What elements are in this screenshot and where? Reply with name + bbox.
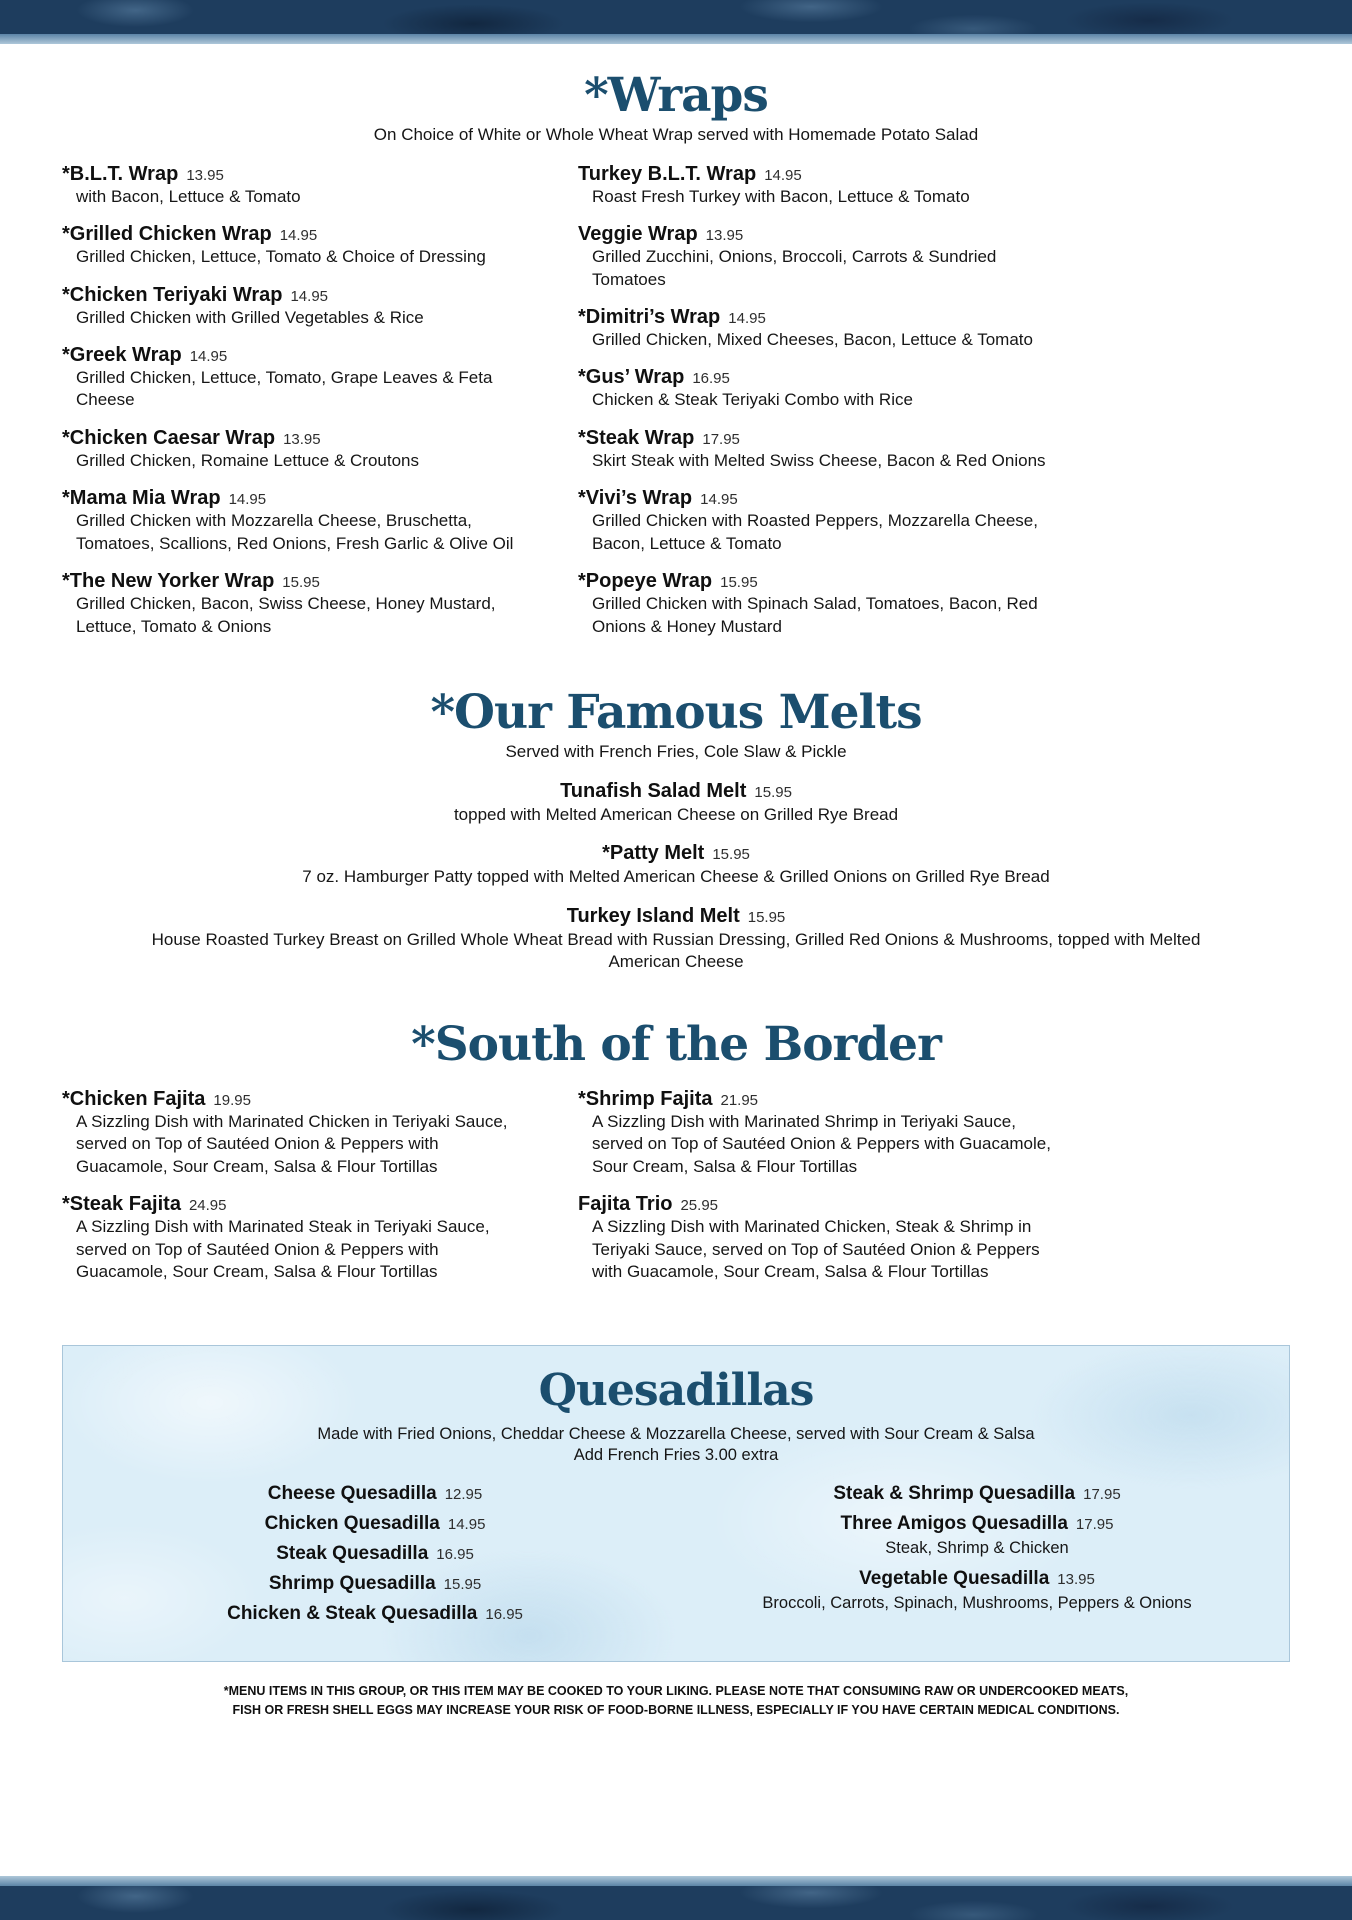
top-decorative-band — [0, 0, 1352, 34]
item-description: with Bacon, Lettuce & Tomato — [76, 186, 301, 206]
wraps-columns — [0, 163, 1352, 653]
item-description: Roast Fresh Turkey with Bacon, Lettuce & Tomato — [592, 186, 970, 206]
menu-item — [62, 1088, 542, 1178]
menu-item — [578, 487, 1290, 555]
item-name: *Grilled Chicken Wrap — [62, 223, 272, 246]
wraps-subtitle: On Choice of White or Whole Wheat Wrap served with Homemade Potato Salad — [373, 124, 979, 144]
menu-item — [89, 1603, 661, 1625]
item-price: 15.95 — [443, 1575, 482, 1593]
item-price: 13.95 — [1057, 1570, 1095, 1588]
item-name: *Dimitri’s Wrap — [578, 305, 721, 328]
item-description: Grilled Chicken, Romaine Lettuce & Croutons — [76, 450, 419, 470]
item-price: 14.95 — [728, 309, 766, 327]
item-name: *Chicken Fajita — [62, 1088, 206, 1110]
menu-item — [691, 1513, 1263, 1560]
item-description: Grilled Chicken, Lettuce, Tomato & Choice of Dressing — [76, 247, 486, 267]
item-description: Grilled Zucchini, Onions, Broccoli, Carrots & Sundried Tomatoes — [592, 247, 997, 289]
disclaimer-line-2: FISH OR FRESH SHELL EGGS MAY INCREASE YOUR RISK OF FOOD-BORNE ILLNESS, ESPECIALLY IF YOU HAVE CERTAIN MEDICAL CONDITIONS. — [232, 1702, 1120, 1717]
item-price: 14.95 — [290, 287, 329, 305]
disclaimer-line-1: *MENU ITEMS IN THIS GROUP, OR THIS ITEM MAY BE COOKED TO YOUR LIKING. PLEASE NOTE THAT CONSUMING RAW OR UNDERCOOKED MEATS, — [223, 1683, 1129, 1698]
item-name: Vegetable Quesadilla — [859, 1567, 1050, 1589]
item-description: Grilled Chicken, Bacon, Swiss Cheese, Honey Mustard, Lettuce, Tomato & Onions — [76, 594, 496, 636]
item-name: *Patty Melt — [602, 842, 705, 865]
menu-item — [62, 344, 542, 412]
item-description: Grilled Chicken with Mozzarella Cheese, Bruschetta, Tomatoes, Scallions, Red Onions, Fresh Garlic & Olive Oil — [76, 511, 514, 553]
south-of-the-border-section — [0, 1019, 1352, 1298]
quesadillas-box — [62, 1345, 1290, 1662]
item-description: Broccoli, Carrots, Spinach, Mushrooms, Peppers & Onions — [762, 1593, 1192, 1612]
item-price: 15.95 — [712, 846, 750, 864]
item-name: *Gus’ Wrap — [578, 366, 685, 389]
quesadillas-columns — [89, 1483, 1263, 1633]
item-description: A Sizzling Dish with Marinated Shrimp in Teriyaki Sauce, served on Top of Sautéed Onion & Peppers with Guacamole, Sour Cream, Salsa & Flour Tortillas — [592, 1112, 1051, 1176]
menu-item — [578, 366, 1290, 411]
item-price: 12.95 — [444, 1485, 483, 1503]
menu-item — [0, 842, 1352, 888]
item-price: 15.95 — [720, 574, 758, 592]
menu-item — [62, 284, 542, 329]
menu-item — [62, 570, 542, 638]
quesadillas-subtitle: Made with Fried Onions, Cheddar Cheese & Mozzarella Cheese, served with Sour Cream & Salsa — [317, 1424, 1035, 1443]
item-name: Cheese Quesadilla — [267, 1482, 437, 1504]
menu-item — [578, 163, 1290, 208]
item-name: Turkey Island Melt — [566, 904, 740, 927]
item-name: Veggie Wrap — [578, 223, 698, 246]
menu-item — [89, 1573, 661, 1595]
menu-item — [578, 306, 1290, 351]
item-name: *Chicken Caesar Wrap — [62, 426, 276, 449]
melts-section — [0, 687, 1352, 973]
item-description: Steak, Shrimp & Chicken — [885, 1538, 1069, 1557]
item-name: *Mama Mia Wrap — [62, 487, 221, 510]
menu-item — [578, 1088, 1290, 1178]
item-name: Chicken & Steak Quesadilla — [227, 1602, 478, 1624]
quesadillas-right-column — [691, 1483, 1263, 1633]
item-price: 17.95 — [702, 430, 740, 448]
item-name: *B.L.T. Wrap — [62, 162, 179, 185]
item-description: A Sizzling Dish with Marinated Chicken in Teriyaki Sauce, served on Top of Sautéed Onion & Peppers with Guacamole, Sour Cream, Salsa & Flour Tortillas — [76, 1112, 508, 1176]
item-price: 21.95 — [720, 1092, 759, 1109]
menu-item — [578, 223, 1290, 291]
item-description: Skirt Steak with Melted Swiss Cheese, Bacon & Red Onions — [592, 450, 1046, 470]
item-description: Grilled Chicken with Roasted Peppers, Mozzarella Cheese, Bacon, Lettuce & Tomato — [592, 511, 1038, 553]
menu-item — [578, 570, 1290, 638]
item-name: *Greek Wrap — [62, 343, 182, 366]
border-right-column — [578, 1088, 1290, 1299]
item-description: Chicken & Steak Teriyaki Combo with Rice — [592, 390, 913, 410]
item-name: *Vivi’s Wrap — [578, 487, 693, 510]
wraps-title: *Wraps — [584, 68, 768, 123]
quesadillas-title: Quesadillas — [538, 1364, 814, 1416]
item-name: Shrimp Quesadilla — [268, 1572, 436, 1594]
item-description: A Sizzling Dish with Marinated Chicken, Steak & Shrimp in Teriyaki Sauce, served on Top of Sautéed Onion & Peppers with Guacamole, Sour Cream, Salsa & Flour Tortillas — [592, 1217, 1040, 1282]
bottom-band-edge — [0, 1876, 1352, 1886]
item-price: 15.95 — [754, 783, 792, 801]
bottom-decorative-band — [0, 1886, 1352, 1920]
menu-item — [0, 905, 1352, 974]
menu-item — [62, 427, 542, 472]
item-name: *Popeye Wrap — [578, 570, 713, 593]
item-price: 14.95 — [764, 166, 802, 184]
item-name: Steak Quesadilla — [276, 1542, 429, 1564]
item-price: 19.95 — [213, 1092, 251, 1109]
menu-item — [691, 1568, 1263, 1615]
menu-item — [89, 1543, 661, 1565]
item-description: Grilled Chicken with Spinach Salad, Tomatoes, Bacon, Red Onions & Honey Mustard — [592, 594, 1038, 636]
menu-item — [691, 1483, 1263, 1505]
item-description: topped with Melted American Cheese on Grilled Rye Bread — [453, 804, 899, 824]
item-price: 16.95 — [485, 1605, 523, 1623]
item-name: Turkey B.L.T. Wrap — [578, 162, 757, 185]
item-description: Grilled Chicken with Grilled Vegetables & Rice — [76, 307, 424, 327]
wraps-right-column — [578, 163, 1290, 653]
item-price: 17.95 — [1075, 1515, 1114, 1533]
disclaimer — [150, 1682, 1202, 1720]
item-description: 7 oz. Hamburger Patty topped with Melted American Cheese & Grilled Onions on Grilled Rye Bread — [302, 867, 1050, 887]
wraps-section — [0, 70, 1352, 653]
border-columns — [0, 1088, 1352, 1299]
item-price: 14.95 — [700, 491, 738, 509]
menu-item — [62, 163, 542, 208]
quesadillas-left-column — [89, 1483, 661, 1633]
melts-title: *Our Famous Melts — [430, 685, 922, 740]
item-price: 14.95 — [279, 227, 318, 245]
item-name: *Steak Wrap — [578, 426, 695, 449]
quesadillas-addon-note: Add French Fries 3.00 extra — [573, 1445, 779, 1464]
menu-item — [0, 780, 1352, 826]
item-name: *The New Yorker Wrap — [62, 570, 275, 593]
menu-item — [62, 223, 542, 268]
item-price: 14.95 — [228, 491, 267, 509]
item-name: Fajita Trio — [578, 1193, 673, 1216]
item-price: 13.95 — [283, 430, 321, 448]
melts-subtitle: Served with French Fries, Cole Slaw & Pickle — [505, 741, 847, 761]
item-description: Grilled Chicken, Mixed Cheeses, Bacon, Lettuce & Tomato — [592, 329, 1033, 349]
item-description: House Roasted Turkey Breast on Grilled Whole Wheat Bread with Russian Dressing, Grilled Red Onions & Mushrooms, topped with Melted American Cheese — [151, 929, 1201, 971]
south-of-the-border-title: *South of the Border — [411, 1017, 941, 1073]
item-price: 15.95 — [282, 574, 320, 592]
border-left-column — [62, 1088, 542, 1299]
item-price: 14.95 — [189, 347, 228, 365]
item-name: Steak & Shrimp Quesadilla — [833, 1482, 1076, 1504]
item-name: Chicken Quesadilla — [264, 1512, 440, 1534]
item-name: Tunafish Salad Melt — [560, 779, 747, 802]
wraps-left-column — [62, 163, 542, 653]
item-price: 13.95 — [705, 227, 744, 245]
menu-item — [578, 1193, 1290, 1283]
item-price: 24.95 — [188, 1197, 227, 1215]
item-price: 13.95 — [186, 166, 224, 184]
item-price: 14.95 — [447, 1515, 486, 1533]
item-name: Three Amigos Quesadilla — [840, 1512, 1068, 1534]
menu-item — [578, 427, 1290, 472]
menu-item — [62, 1193, 542, 1283]
item-price: 25.95 — [680, 1197, 719, 1215]
menu-item — [62, 487, 542, 555]
item-name: *Shrimp Fajita — [578, 1088, 713, 1110]
item-description: Grilled Chicken, Lettuce, Tomato, Grape Leaves & Feta Cheese — [76, 367, 493, 410]
item-name: *Steak Fajita — [62, 1193, 181, 1216]
item-price: 15.95 — [747, 908, 786, 926]
item-name: *Chicken Teriyaki Wrap — [62, 283, 283, 306]
item-description: A Sizzling Dish with Marinated Steak in Teriyaki Sauce, served on Top of Sautéed Onion & Peppers with Guacamole, Sour Cream, Salsa & Flour Tortillas — [76, 1217, 490, 1282]
item-price: 16.95 — [692, 370, 730, 388]
menu-item — [89, 1513, 661, 1535]
item-price: 17.95 — [1083, 1485, 1121, 1503]
item-price: 16.95 — [436, 1545, 474, 1563]
top-band-edge — [0, 34, 1352, 44]
menu-item — [89, 1483, 661, 1505]
